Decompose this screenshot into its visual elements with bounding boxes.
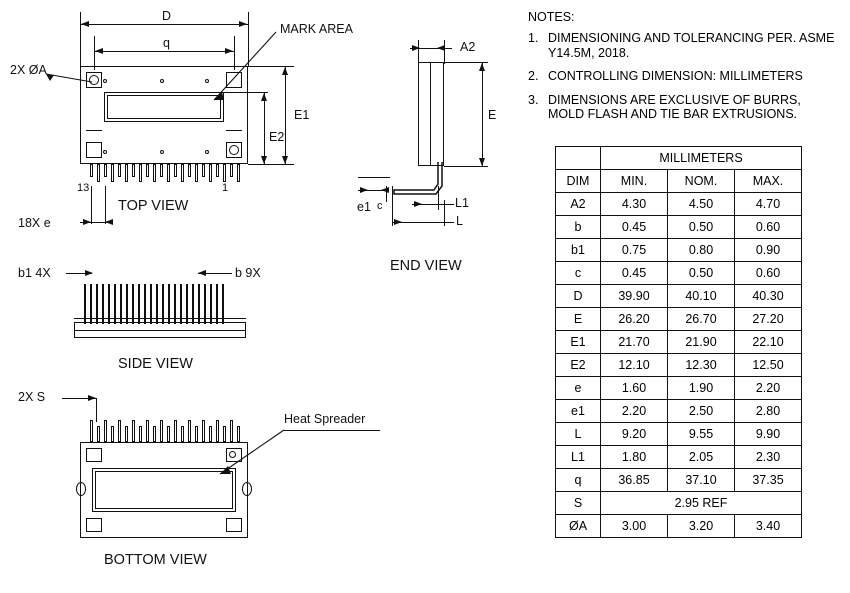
side-view-top-line [74,318,246,319]
cell-min: 0.45 [601,262,668,285]
cell-min: 12.10 [601,354,668,377]
cell-min: 21.70 [601,331,668,354]
l1-ext-left [438,186,439,210]
cell-nom: 2.50 [668,400,735,423]
cell-max: 12.50 [735,354,802,377]
mounting-hole-right [229,145,239,155]
e-dim-line [482,62,483,166]
top-view-corner-notch-bl [86,142,102,158]
cell-max: 0.60 [735,262,802,285]
dim-label-E1: E1 [294,108,310,122]
cell-max: 0.60 [735,216,802,239]
dim-label-A2: A2 [460,40,476,54]
cell-min: 2.20 [601,400,668,423]
cell-min: 3.00 [601,515,668,538]
cell-nom: 0.50 [668,216,735,239]
cell-dim: A2 [556,193,601,216]
table-row [556,354,802,377]
cell-min: 36.85 [601,469,668,492]
bottom-view-notch-bl [86,518,102,532]
top-view-dot-5 [160,150,164,154]
l-ext-left [392,200,393,226]
pitch-ext-1 [91,186,92,224]
notes-block [528,10,840,131]
cell-dim: e [556,377,601,400]
unit-header-cell: MILLIMETERS [601,147,802,170]
cell-min: 0.75 [601,239,668,262]
callout-2x-s: 2X S [18,390,46,404]
cell-min: 1.60 [601,377,668,400]
note-item [528,93,840,122]
bottom-view-side-notch-left [76,482,86,496]
cell-dim: b1 [556,239,601,262]
cell-max: 22.10 [735,331,802,354]
top-view-dot-4 [103,150,107,154]
cell-dim: b [556,216,601,239]
callout-b-9x: b 9X [235,266,261,280]
table-row [556,400,802,423]
cell-nom: 0.50 [668,262,735,285]
heat-spreader-rect-inner [95,471,233,509]
d-dim-line [80,24,248,25]
end-view-inner-line [430,62,431,166]
table-row [556,377,802,400]
table-row [556,423,802,446]
table-row [556,515,802,538]
table-row [556,239,802,262]
dim-label-e1: e1 [357,200,371,214]
header-max: MAX. [735,170,802,193]
callout-2x-oa: 2X ØA [10,63,47,77]
bottom-view-side-notch-right [242,482,252,496]
end-view-lead [390,160,450,204]
callout-mark-area: MARK AREA [280,22,353,36]
cell-nom: 1.90 [668,377,735,400]
s-ext [96,398,97,422]
table-row [556,193,802,216]
callout-heat-spreader: Heat Spreader [284,412,366,426]
e2-dim-line [264,92,265,164]
table-row [556,262,802,285]
unit-blank-cell [556,147,601,170]
top-view-dot-6 [205,150,209,154]
cell-nom: 37.10 [668,469,735,492]
leader-mark-area [200,28,284,108]
cell-max: 3.40 [735,515,802,538]
e-ext-bot [444,166,488,167]
note-text: CONTROLLING DIMENSION: MILLIMETERS [548,69,803,83]
note-number: 1. [528,31,539,45]
cell-dim: L1 [556,446,601,469]
note-item [528,31,840,60]
cell-min: 39.90 [601,285,668,308]
cell-min: 1.80 [601,446,668,469]
top-view-dot-2 [160,79,164,83]
side-view-label: SIDE VIEW [118,356,193,372]
header-min: MIN. [601,170,668,193]
cell-dim: c [556,262,601,285]
callout-b1-4x: b1 4X [18,266,51,280]
cell-min: 0.45 [601,216,668,239]
dim-label-L1: L1 [455,196,469,210]
note-item [528,69,840,84]
cell-max: 2.30 [735,446,802,469]
cell-dim: E2 [556,354,601,377]
table-row [556,469,802,492]
cell-nom: 21.90 [668,331,735,354]
header-nom: NOM. [668,170,735,193]
dimension-table [555,146,802,538]
cell-nom: 3.20 [668,515,735,538]
table-row [556,492,802,515]
pin-number-1: 1 [222,182,229,194]
cell-max: 9.90 [735,423,802,446]
table-row [556,446,802,469]
top-view-dot-1 [103,79,107,83]
dim-label-D: D [158,9,175,23]
cell-max: 37.35 [735,469,802,492]
cell-min: 26.20 [601,308,668,331]
cell-max: 2.80 [735,400,802,423]
note-text: DIMENSIONS ARE EXCLUSIVE OF BURRS, MOLD FLASH AND TIE BAR EXTRUSIONS. [548,92,801,121]
cell-dim: E [556,308,601,331]
e2-ext-top [224,92,268,93]
cell-nom: 2.05 [668,446,735,469]
cell-nom: 40.10 [668,285,735,308]
top-view-label: TOP VIEW [118,198,189,214]
cell-nom: 12.30 [668,354,735,377]
header-dim: DIM [556,170,601,193]
cell-dim: S [556,492,601,515]
table-header-row [556,170,802,193]
leader-heat-spreader [214,428,288,480]
cell-dim: e1 [556,400,601,423]
table-row [556,331,802,354]
e-ext-top [444,62,488,63]
dim-label-E2: E2 [269,130,285,144]
cell-max: 4.70 [735,193,802,216]
cell-dim: E1 [556,331,601,354]
e1-ext-line [358,177,390,178]
cell-max: 2.20 [735,377,802,400]
cell-span: 2.95 REF [601,492,802,515]
bottom-view-notch-tl [86,448,102,462]
table-row [556,285,802,308]
note-number: 2. [528,69,539,83]
cell-dim: D [556,285,601,308]
bottom-view-notch-br [226,518,242,532]
cell-min: 4.30 [601,193,668,216]
end-view-label: END VIEW [390,258,462,274]
table-row [556,308,802,331]
note-text: DIMENSIONING AND TOLERANCING PER. ASME Y14.5M, 2018. [548,31,835,60]
cell-min: 9.20 [601,423,668,446]
side-view-body-line [74,330,246,331]
cell-dim: q [556,469,601,492]
cell-nom: 26.70 [668,308,735,331]
cell-dim: L [556,423,601,446]
l-ext-right [444,200,445,226]
cell-max: 0.90 [735,239,802,262]
dim-label-E: E [488,108,497,122]
cell-dim: ØA [556,515,601,538]
bottom-view-label: BOTTOM VIEW [104,552,207,568]
cell-max: 27.20 [735,308,802,331]
heat-spreader-underline [284,430,380,431]
dim-label-q: q [159,36,174,50]
dim-label-c: c [377,200,383,212]
cell-max: 40.30 [735,285,802,308]
top-view-inner-line-left [86,130,102,131]
dim-label-L: L [456,214,463,228]
table-row [556,216,802,239]
end-view-body [418,62,444,166]
pin-number-13: 13 [77,182,90,194]
note-number: 3. [528,92,539,107]
table-unit-row [556,147,802,170]
cell-nom: 0.80 [668,239,735,262]
notes-title: NOTES: [528,10,575,24]
leader-2x-oa [40,70,100,96]
c-ext-1 [386,186,387,202]
cell-nom: 9.55 [668,423,735,446]
e1-ext-bot [248,164,294,165]
callout-18x-e: 18X e [18,216,51,230]
cell-nom: 4.50 [668,193,735,216]
top-view-inner-line-right [226,130,242,131]
e1-dim-line [285,66,286,164]
